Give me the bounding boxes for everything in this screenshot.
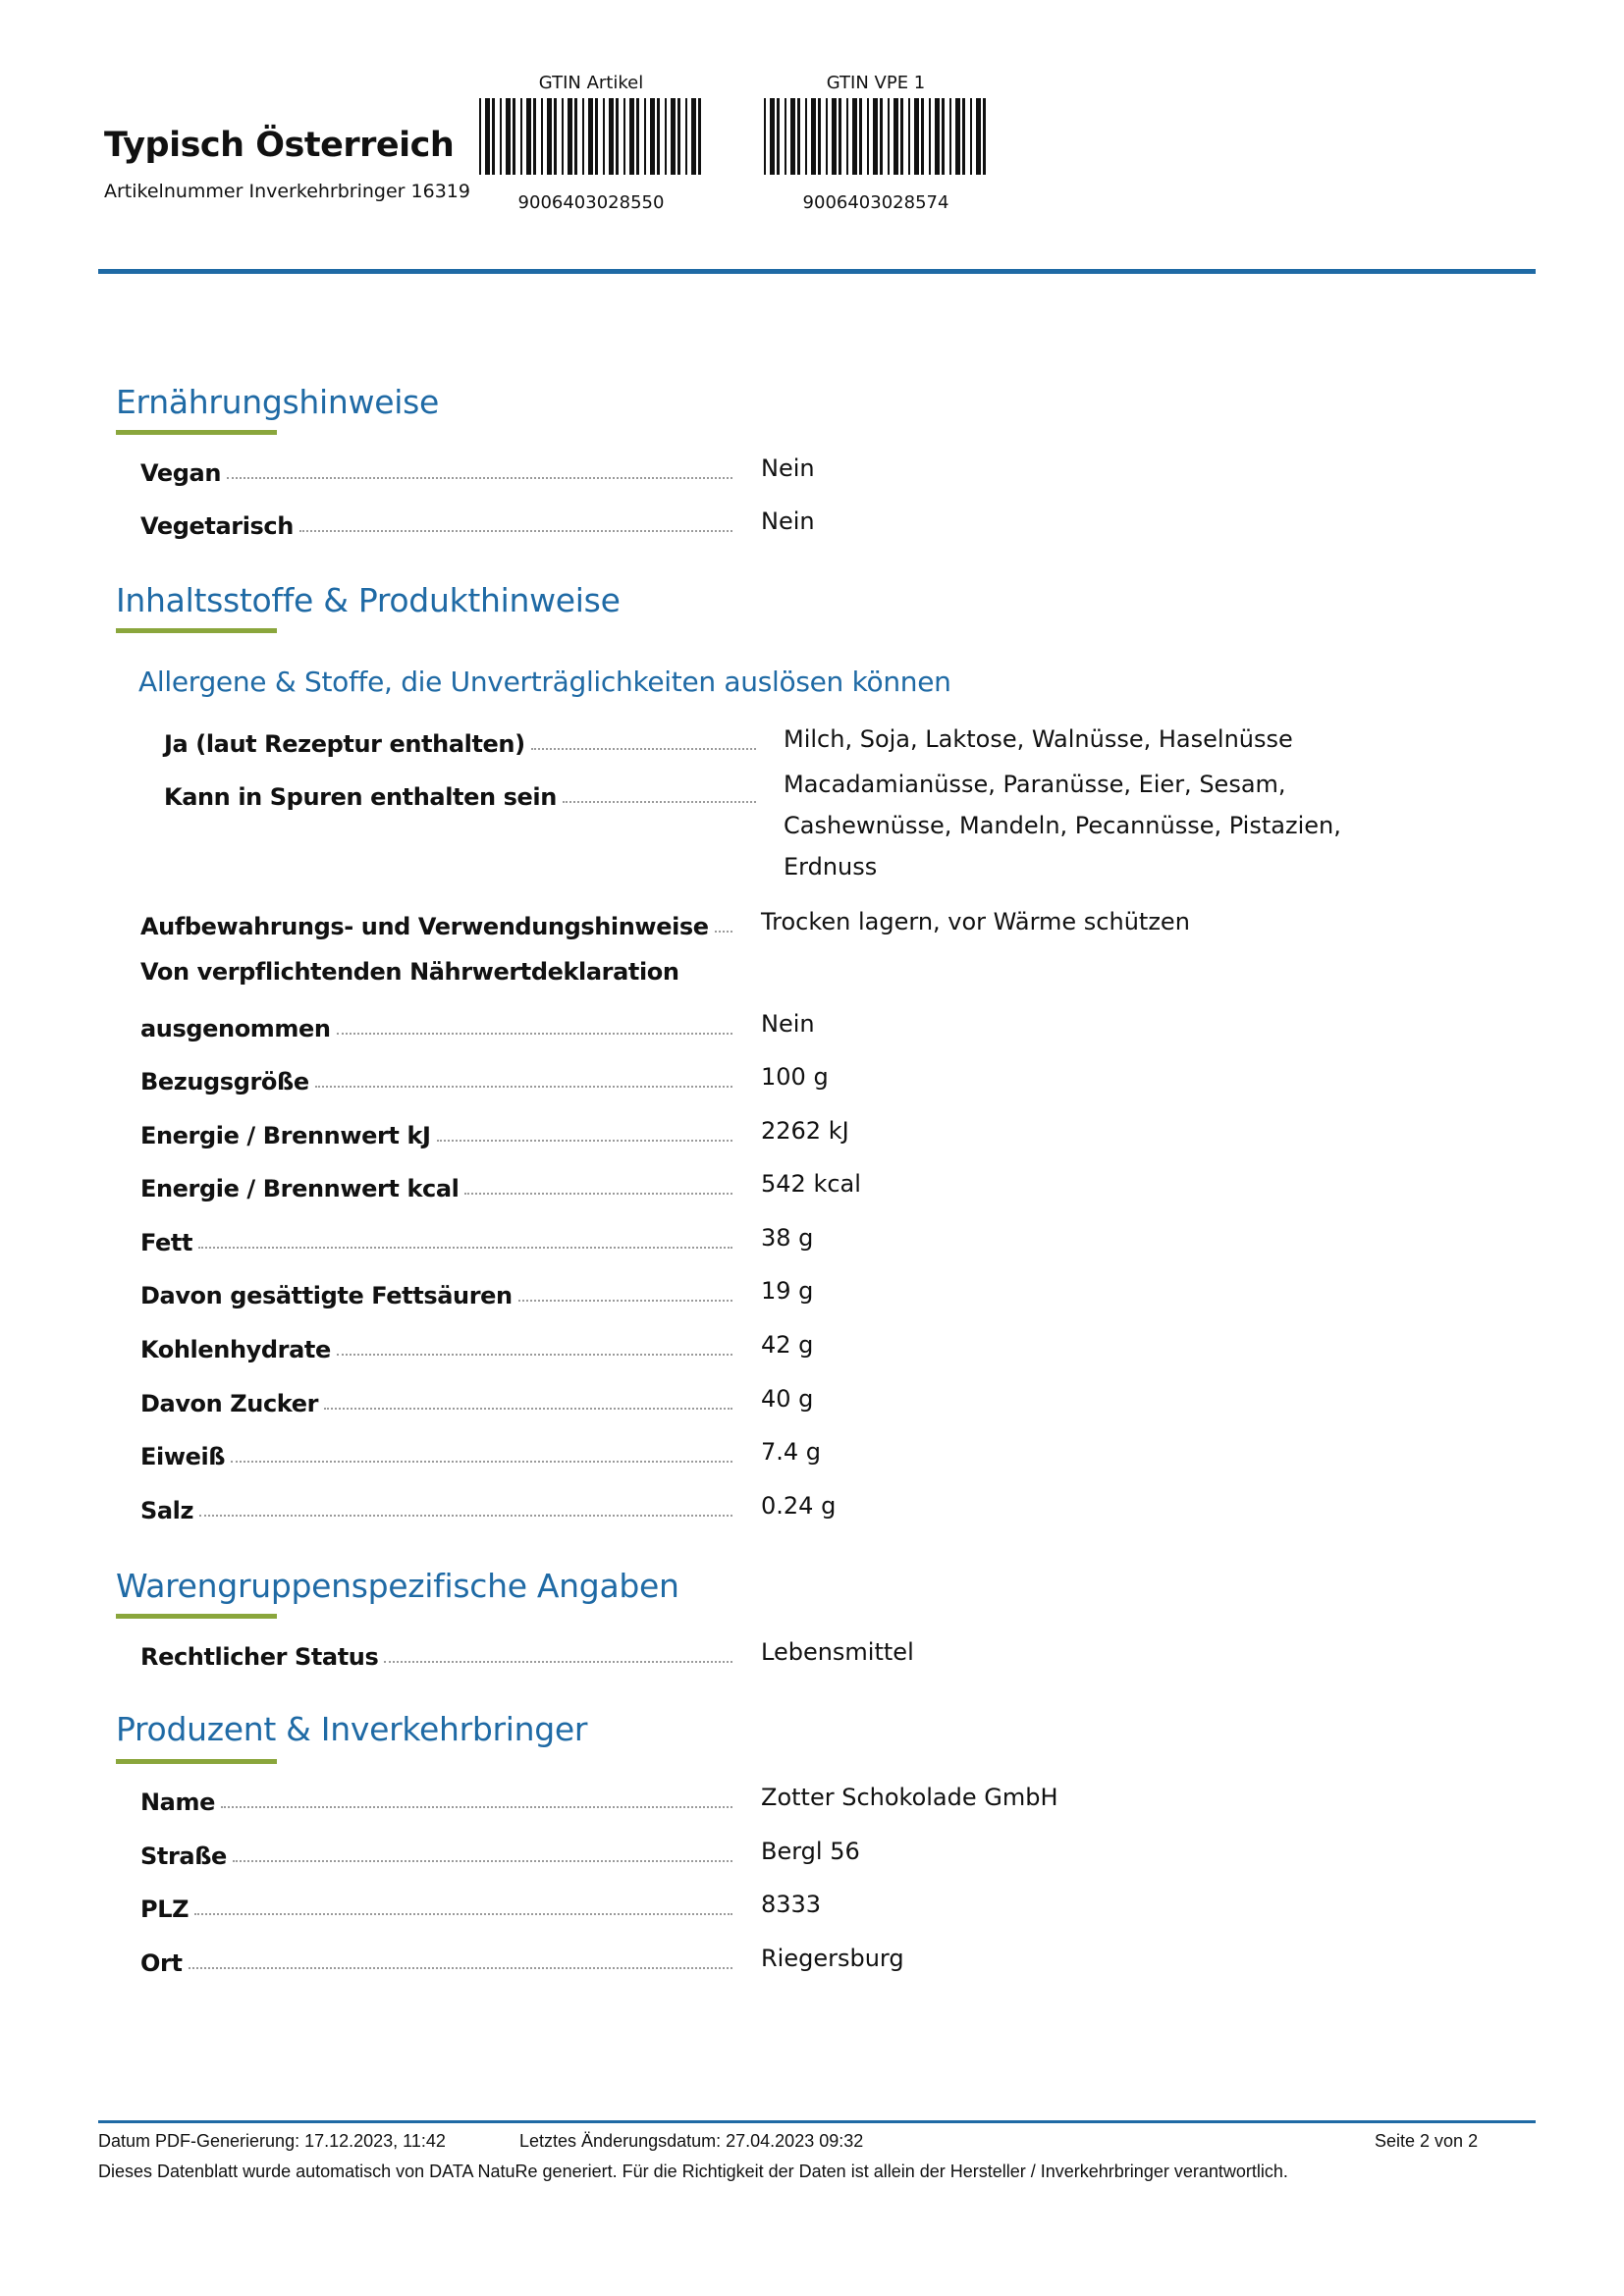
row-label: Salz [140, 1496, 194, 1524]
row-allergen-contains [164, 719, 760, 758]
table-row [140, 1324, 736, 1363]
row-vegan [140, 448, 736, 487]
row-value: 19 g [761, 1277, 814, 1306]
row-storage [140, 901, 736, 940]
row-label: Ja (laut Rezeptur enthalten) [164, 730, 525, 758]
dot-leader [531, 748, 756, 750]
row-value: Nein [761, 454, 815, 482]
row-value-line: Cashewnüsse, Mandeln, Pecannüsse, Pistazien, [784, 812, 1341, 839]
section-underline [116, 430, 277, 435]
dot-leader [231, 1461, 732, 1463]
row-label: PLZ [140, 1896, 189, 1924]
subsection-title-allergene: Allergene & Stoffe, die Unverträglichkeiten auslösen können [138, 666, 951, 698]
table-row [140, 1831, 736, 1870]
row-label: Rechtlicher Status [140, 1643, 379, 1671]
row-value: 8333 [761, 1891, 822, 1919]
row-vegetarisch [140, 501, 736, 540]
table-row [140, 1163, 736, 1202]
table-row [140, 1485, 736, 1524]
dot-leader [518, 1300, 732, 1302]
row-value: 38 g [761, 1223, 814, 1252]
row-value-line: Macadamianüsse, Paranüsse, Eier, Sesam, [784, 771, 1286, 798]
gtin-vpe-label: GTIN VPE 1 [826, 73, 926, 93]
footer-page-number: Seite 2 von 2 [1375, 2131, 1479, 2151]
dot-leader [194, 1913, 732, 1915]
section-title-warengruppe: Warengruppenspezifische Angaben [116, 1567, 679, 1605]
table-row [140, 1270, 736, 1309]
dot-leader [299, 530, 732, 532]
row-label: Vegetarisch [140, 512, 294, 540]
table-row [140, 1884, 736, 1923]
table-row [140, 1431, 736, 1470]
row-label: Fett [140, 1228, 193, 1256]
dot-leader [715, 931, 732, 933]
table-row [140, 1110, 736, 1149]
table-row [140, 1938, 736, 1977]
row-value: 542 kcal [761, 1170, 861, 1199]
table-row [140, 1777, 736, 1816]
dot-leader [315, 1086, 732, 1088]
table-row [140, 1217, 736, 1256]
dot-leader [464, 1193, 732, 1195]
gtin-vpe-number: 9006403028574 [802, 192, 949, 213]
dot-leader [198, 1247, 732, 1249]
row-label: Eiweiß [140, 1443, 226, 1471]
dot-leader [227, 477, 732, 479]
footer-divider [98, 2120, 1536, 2123]
dot-leader [384, 1661, 732, 1663]
section-title-ernaehrung: Ernährungshinweise [116, 383, 439, 421]
row-label: Energie / Brennwert kJ [140, 1121, 431, 1149]
row-label: Kann in Spuren enthalten sein [164, 783, 557, 811]
row-label: Ort [140, 1949, 183, 1977]
row-value: Lebensmittel [761, 1638, 914, 1666]
row-value: Zotter Schokolade GmbH [761, 1784, 1058, 1811]
dot-leader [221, 1806, 732, 1808]
row-value: 7.4 g [761, 1438, 822, 1467]
section-underline [116, 1614, 277, 1619]
gtin-article-label: GTIN Artikel [538, 73, 644, 93]
header-divider [98, 269, 1536, 274]
row-value: Trocken lagern, vor Wärme schützen [761, 908, 1190, 935]
dot-leader [324, 1408, 732, 1410]
section-title-inhalt: Inhaltsstoffe & Produkthinweise [116, 581, 621, 619]
footer-generated-date: Datum PDF-Generierung: 17.12.2023, 11:42 [98, 2131, 446, 2151]
gtin-vpe-barcode-icon [764, 98, 992, 175]
section-title-produzent: Produzent & Inverkehrbringer [116, 1710, 588, 1748]
row-value: Nein [761, 507, 815, 535]
row-label: Aufbewahrungs- und Verwendungshinweise [140, 913, 709, 940]
row-label: ausgenommen [140, 1015, 331, 1042]
table-row [140, 1056, 736, 1095]
row-value: Bergl 56 [761, 1837, 860, 1865]
row-value: Nein [761, 1010, 815, 1038]
product-title: Typisch Österreich [104, 126, 455, 165]
row-label: Energie / Brennwert kcal [140, 1175, 460, 1203]
dot-leader [337, 1354, 732, 1356]
gtin-article-barcode-icon [479, 98, 707, 175]
dot-leader [189, 1967, 732, 1969]
row-label: Straße [140, 1842, 227, 1870]
row-value: Milch, Soja, Laktose, Walnüsse, Haselnüsse [784, 725, 1293, 753]
row-label: Name [140, 1789, 215, 1816]
dot-leader [199, 1515, 732, 1517]
row-label: Bezugsgröße [140, 1068, 309, 1095]
row-value: Riegersburg [761, 1944, 904, 1972]
row-legal-status [140, 1631, 736, 1671]
row-value: 2262 kJ [761, 1116, 849, 1145]
row-label: Davon gesättigte Fettsäuren [140, 1282, 513, 1310]
dot-leader [563, 801, 756, 803]
row-label: Von verpflichtenden Nährwertdeklaration [140, 958, 679, 986]
gtin-article-number: 9006403028550 [517, 192, 665, 213]
article-number: Artikelnummer Inverkehrbringer 16319 [104, 181, 470, 202]
row-exempt [140, 1003, 736, 1042]
row-value: 100 g [761, 1063, 829, 1091]
section-underline [116, 1759, 277, 1764]
section-underline [116, 628, 277, 633]
row-allergen-traces [164, 772, 760, 811]
footer-changed-date: Letztes Änderungsdatum: 27.04.2023 09:32 [519, 2131, 864, 2151]
row-label: Kohlenhydrate [140, 1336, 331, 1363]
footer-disclaimer: Dieses Datenblatt wurde automatisch von DATA NatuRe generiert. Für die Richtigkeit der Daten ist allein der Hersteller / Inverkehrbringer verantwortlich. [98, 2162, 1288, 2181]
row-value-line: Erdnuss [784, 853, 878, 881]
row-value: 40 g [761, 1384, 814, 1413]
row-label: Vegan [140, 459, 222, 487]
row-value: 42 g [761, 1331, 814, 1359]
dot-leader [233, 1860, 732, 1862]
dot-leader [337, 1033, 732, 1035]
dot-leader [437, 1140, 732, 1142]
table-row [140, 1378, 736, 1417]
row-label: Davon Zucker [140, 1389, 319, 1417]
row-value: 0.24 g [761, 1491, 837, 1520]
